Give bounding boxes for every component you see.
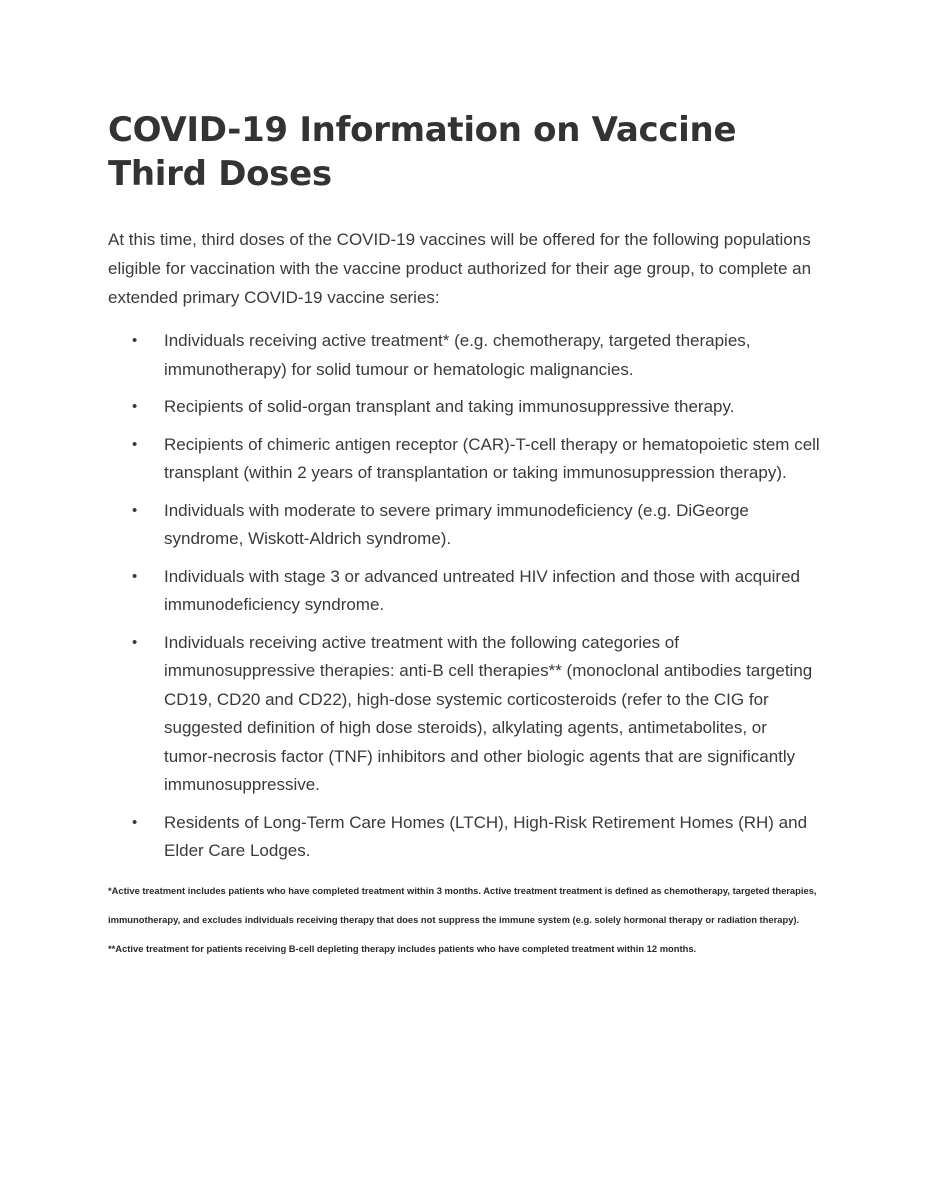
list-item-text: Residents of Long-Term Care Homes (LTCH), High-Risk Retirement Homes (RH) and Elder Care Lodges. — [164, 812, 808, 860]
document-title: COVID-19 Information on Vaccine Third Doses — [108, 110, 737, 194]
intro-paragraph: At this time, third doses of the COVID-19 vaccines will be offered for the following populations eligible for vaccination with the vaccine product authorized for their age group, to complete an extended primary COVID-19 vaccine series: — [108, 230, 812, 307]
list-item — [108, 497, 820, 554]
list-item-text: Individuals with stage 3 or advanced untreated HIV infection and those with acquired immunodeficiency syndrome. — [164, 566, 801, 614]
list-item — [108, 563, 820, 620]
document-page — [108, 108, 820, 963]
bullet-icon: • — [132, 813, 138, 831]
footnote-active-treatment: *Active treatment includes patients who have completed treatment within 3 months. Active treatment treatment is defined as chemotherapy, targeted therapies, immunotherapy, and excludes individuals receiving therapy that does not suppress the immune system (e.g. solely hormonal therapy or radiation therapy). — [108, 884, 817, 925]
list-item — [108, 393, 820, 422]
footnotes — [108, 876, 820, 963]
footnote-b-cell-therapy: **Active treatment for patients receiving B-cell depleting therapy includes patients who have completed treatment within 12 months. — [108, 942, 697, 954]
list-item-text: Individuals receiving active treatment with the following categories of immunosuppressive therapies: anti-B cell therapies** (monoclonal antibodies targeting CD19, CD20 and CD22), high-dose systemic corticosteroids (refer to the CIG for suggested definition of high dose steroids), alkylating agents, antimetabolites, or tumor-necrosis factor (TNF) inhibitors and other biologic agents that are significantly immunosuppressive. — [164, 632, 813, 794]
list-item-text: Recipients of chimeric antigen receptor (CAR)-T-cell therapy or hematopoietic stem cell transplant (within 2 years of transplantation or taking immunosuppression therapy). — [164, 434, 820, 482]
bullet-icon: • — [132, 633, 138, 651]
list-item — [108, 431, 820, 488]
bullet-icon: • — [132, 435, 138, 453]
list-item — [108, 629, 820, 800]
list-item-text: Recipients of solid-organ transplant and taking immunosuppressive therapy. — [164, 397, 735, 416]
eligibility-list — [108, 327, 820, 866]
list-item — [108, 327, 820, 384]
list-item-text: Individuals with moderate to severe primary immunodeficiency (e.g. DiGeorge syndrome, Wiskott-Aldrich syndrome). — [164, 500, 749, 548]
list-item-text: Individuals receiving active treatment* (e.g. chemotherapy, targeted therapies, immunotherapy) for solid tumour or hematologic malignancies. — [164, 331, 751, 379]
bullet-icon: • — [132, 501, 138, 519]
bullet-icon: • — [132, 567, 138, 585]
list-item — [108, 809, 820, 866]
bullet-icon: • — [132, 332, 138, 349]
bullet-icon: • — [132, 398, 138, 415]
